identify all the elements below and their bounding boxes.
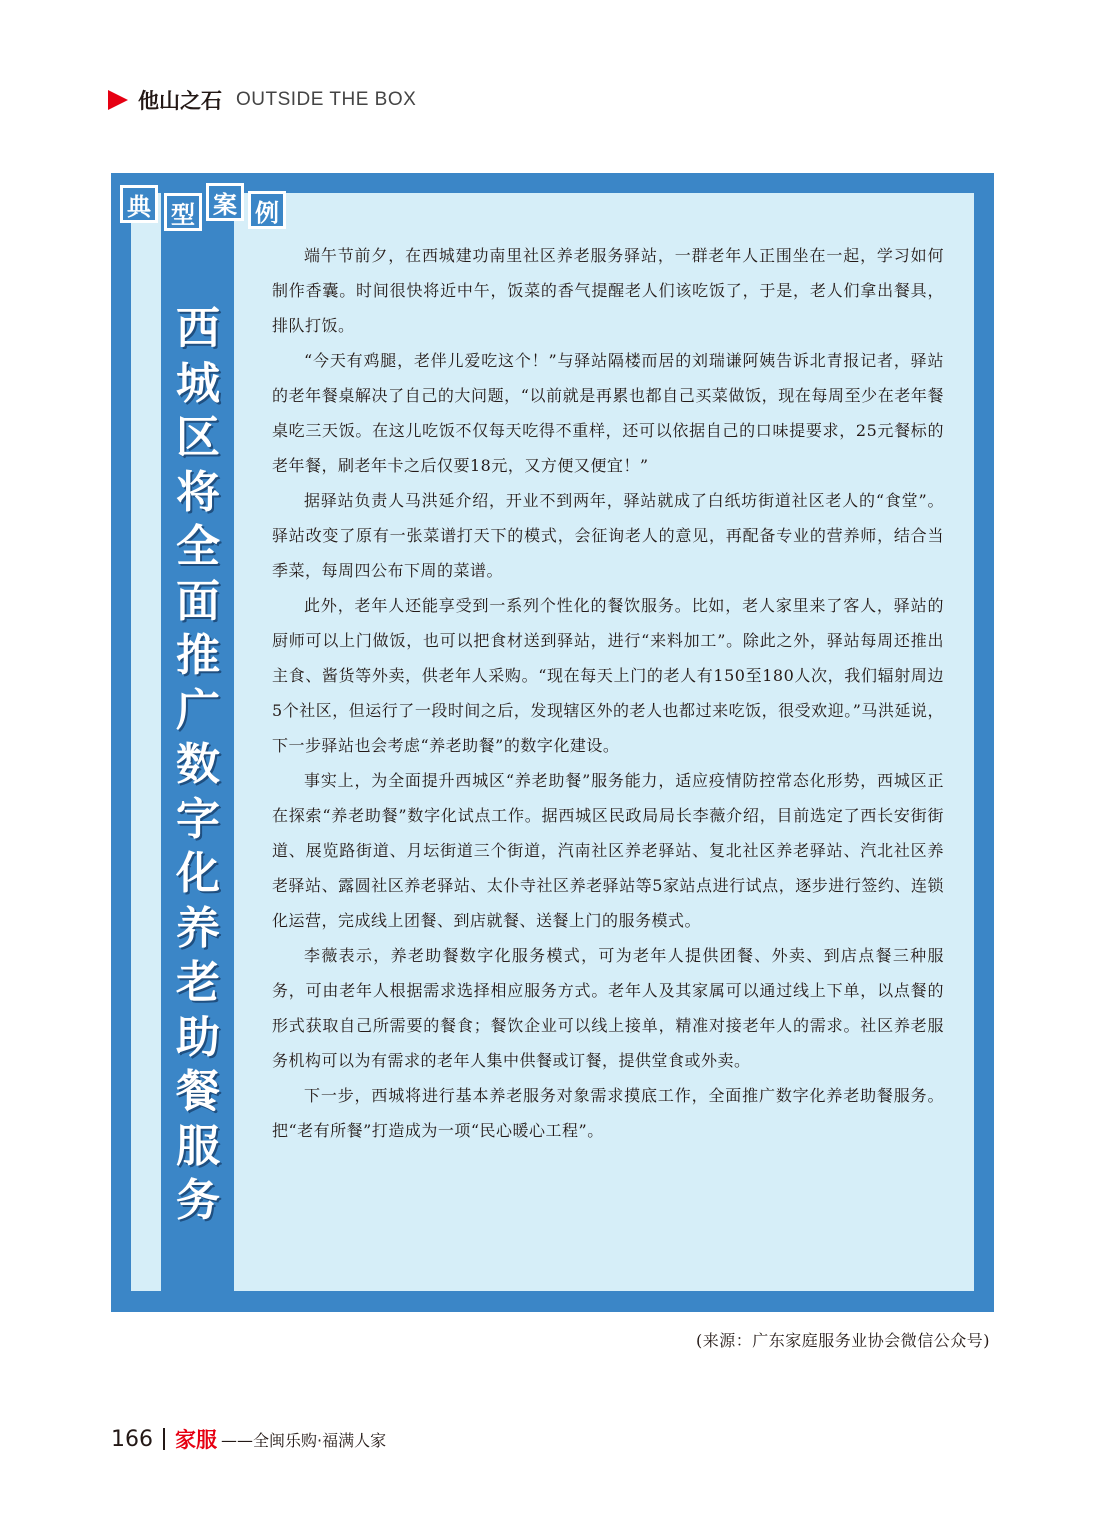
paragraph: 事实上，为全面提升西城区“养老助餐”服务能力，适应疫情防控常态化形势，西城区正在探索“养老助餐”数字化试点工作。据西城区民政局局长李薇介绍，目前选定了西长安街街道、展览路街道、月坛街道三个街道，汽南社区养老驿站、复北社区养老驿站、汽北社区养老驿站、露圆社区养老驿站、太仆寺社区养老驿站等5家站点进行试点，逐步进行签约、连锁化运营，完成线上团餐、到店就餐、送餐上门的服务模式。 xyxy=(272,771,944,930)
magazine-slogan: ——全闽乐购·福满人家 xyxy=(221,1430,387,1450)
section-title-en: OUTSIDE THE BOX xyxy=(236,89,417,110)
title-char: 将 xyxy=(176,466,220,518)
paragraph: 端午节前夕，在西城建功南里社区养老服务驿站，一群老年人正围坐在一起，学习如何制作香囊。时间很快将近中午，饭菜的香气提醒老人们该吃饭了，于是，老人们拿出餐具，排队打饭。 xyxy=(272,246,944,335)
magazine-brand: 家服 xyxy=(175,1428,217,1452)
article-body xyxy=(272,238,944,1148)
article-title-vertical xyxy=(164,302,232,1229)
source-note: (来源：广东家庭服务业协会微信公众号) xyxy=(696,1331,990,1350)
footer-divider xyxy=(163,1428,165,1450)
tag-char: 典 xyxy=(120,185,158,223)
section-title-cn: 他山之石 xyxy=(138,89,222,113)
tag-char: 例 xyxy=(248,191,286,229)
paragraph: 李薇表示，养老助餐数字化服务模式，可为老年人提供团餐、外卖、到店点餐三种服务，可由老年人根据需求选择相应服务方式。老年人及其家属可以通过线上下单，以点餐的形式获取自己所需要的餐食；餐饮企业可以线上接单，精准对接老年人的需求。社区养老服务机构可以为有需求的老年人集中供餐或订餐，提供堂食或外卖。 xyxy=(272,946,944,1070)
title-char: 老 xyxy=(176,957,220,1008)
paragraph: 此外，老年人还能享受到一系列个性化的餐饮服务。比如，老人家里来了客人，驿站的厨师可以上门做饭，也可以把食材送到驿站，进行“来料加工”。除此之外，驿站每周还推出主食、酱货等外卖，供老年人采购。“现在每天上门的老人有150至180人次，我们辐射周边5个社区，但运行了一段时间之后，发现辖区外的老人也都过来吃饭，很受欢迎。”马洪延说，下一步驿站也会考虑“养老助餐”的数字化建设。 xyxy=(272,596,944,755)
paragraph: 下一步，西城将进行基本养老服务对象需求摸底工作，全面推广数字化养老助餐服务。把“老有所餐”打造成为一项“民心暖心工程”。 xyxy=(272,1086,944,1140)
title-char: 区 xyxy=(176,412,220,463)
title-char: 养 xyxy=(176,902,220,954)
title-char: 面 xyxy=(176,575,220,627)
title-char: 化 xyxy=(176,848,220,899)
title-char: 助 xyxy=(176,1011,220,1063)
title-char: 餐 xyxy=(176,1066,220,1117)
paragraph: “今天有鸡腿，老伴儿爱吃这个！”与驿站隔楼而居的刘瑞谦阿姨告诉北青报记者，驿站的老年餐桌解决了自己的大问题，“以前就是再累也都自己买菜做饭，现在每周至少在老年餐桌吃三天饭。在这儿吃饭不仅每天吃得不重样，还可以依据自己的口味提要求，25元餐标的老年餐，刷老年卡之后仅要18元，又方便又便宜！” xyxy=(272,351,944,475)
section-header xyxy=(108,86,416,114)
title-char: 字 xyxy=(176,793,220,845)
page-footer xyxy=(111,1424,386,1454)
title-char: 数 xyxy=(176,739,220,790)
title-char: 全 xyxy=(176,521,220,572)
title-char: 西 xyxy=(176,303,220,354)
title-char: 城 xyxy=(176,357,220,409)
title-char: 务 xyxy=(176,1175,220,1226)
title-char: 服 xyxy=(176,1120,220,1172)
tag-char: 案 xyxy=(206,183,244,221)
page-number: 166 xyxy=(111,1426,153,1452)
triangle-marker-icon xyxy=(108,90,128,110)
paragraph: 据驿站负责人马洪延介绍，开业不到两年，驿站就成了白纸坊街道社区老人的“食堂”。驿站改变了原有一张菜谱打天下的模式，会征询老人的意见，再配备专业的营养师，结合当季菜，每周四公布下周的菜谱。 xyxy=(272,491,944,580)
title-char: 推 xyxy=(176,630,220,681)
panel-left-strip xyxy=(131,193,161,1291)
title-char: 广 xyxy=(176,684,220,736)
tag-char: 型 xyxy=(164,193,202,231)
